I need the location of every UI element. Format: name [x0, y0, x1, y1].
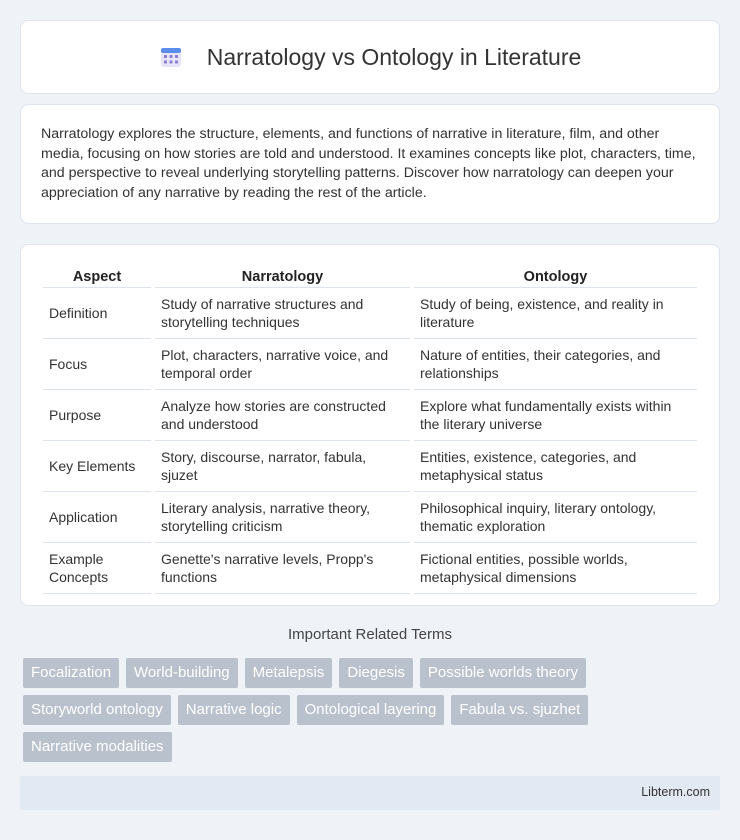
footer	[20, 776, 720, 810]
header-aspect: Aspect	[43, 263, 151, 288]
table-row	[43, 390, 697, 441]
table-row	[43, 543, 697, 594]
cell-ontology: Fictional entities, possible worlds, metaphysical dimensions	[414, 543, 697, 594]
cell-narratology: Study of narrative structures and storytelling techniques	[155, 288, 410, 339]
cell-narratology: Story, discourse, narrator, fabula, sjuzet	[155, 441, 410, 492]
table-row	[43, 339, 697, 390]
cell-aspect: Application	[43, 492, 151, 543]
cell-aspect: Purpose	[43, 390, 151, 441]
cell-aspect: Focus	[43, 339, 151, 390]
cell-narratology: Plot, characters, narrative voice, and temporal order	[155, 339, 410, 390]
cell-aspect: Definition	[43, 288, 151, 339]
calendar-grid-icon	[159, 45, 183, 69]
cell-narratology: Genette's narrative levels, Propp's functions	[155, 543, 410, 594]
cell-ontology: Philosophical inquiry, literary ontology, thematic exploration	[414, 492, 697, 543]
cell-aspect: Key Elements	[43, 441, 151, 492]
intro-card	[20, 104, 720, 224]
title-card	[20, 20, 720, 94]
cell-narratology: Literary analysis, narrative theory, storytelling criticism	[155, 492, 410, 543]
header-narratology: Narratology	[155, 263, 410, 288]
tag-fabula-vs-sjuzhet[interactable]: Fabula vs. sjuzhet	[451, 695, 588, 725]
comparison-card	[20, 244, 720, 606]
tag-possible-worlds-theory[interactable]: Possible worlds theory	[420, 658, 586, 688]
tag-narrative-modalities[interactable]: Narrative modalities	[23, 732, 172, 762]
cell-ontology: Study of being, existence, and reality in literature	[414, 288, 697, 339]
table-header-row	[43, 263, 697, 288]
header-ontology: Ontology	[414, 263, 697, 288]
intro-text: Narratology explores the structure, elements, and functions of narrative in literature, film, and other media, focusing on how stories are told and understood. It examines concepts like plot, characters, time, and perspective to reveal underlying storytelling patterns. Discover how narratology can deepen your appreciation of any narrative by reading the rest of the article.	[41, 126, 696, 201]
page-title: Narratology vs Ontology in Literature	[206, 43, 582, 70]
table-row	[43, 288, 697, 339]
cell-ontology: Entities, existence, categories, and metaphysical status	[414, 441, 697, 492]
comparison-table	[39, 263, 701, 594]
related-terms-heading: Important Related Terms	[288, 626, 452, 643]
tag-ontological-layering[interactable]: Ontological layering	[297, 695, 445, 725]
tag-world-building[interactable]: World-building	[126, 658, 238, 688]
tag-diegesis[interactable]: Diegesis	[339, 658, 413, 688]
tag-focalization[interactable]: Focalization	[23, 658, 119, 688]
table-row	[43, 492, 697, 543]
tag-narrative-logic[interactable]: Narrative logic	[178, 695, 290, 725]
cell-narratology: Analyze how stories are constructed and understood	[155, 390, 410, 441]
cell-aspect: Example Concepts	[43, 543, 151, 594]
tag-metalepsis[interactable]: Metalepsis	[245, 658, 333, 688]
table-row	[43, 441, 697, 492]
cell-ontology: Nature of entities, their categories, and relationships	[414, 339, 697, 390]
related-terms-list	[23, 658, 623, 769]
footer-site-link[interactable]: Libterm.com	[641, 785, 710, 799]
cell-ontology: Explore what fundamentally exists within the literary universe	[414, 390, 697, 441]
tag-storyworld-ontology[interactable]: Storyworld ontology	[23, 695, 171, 725]
